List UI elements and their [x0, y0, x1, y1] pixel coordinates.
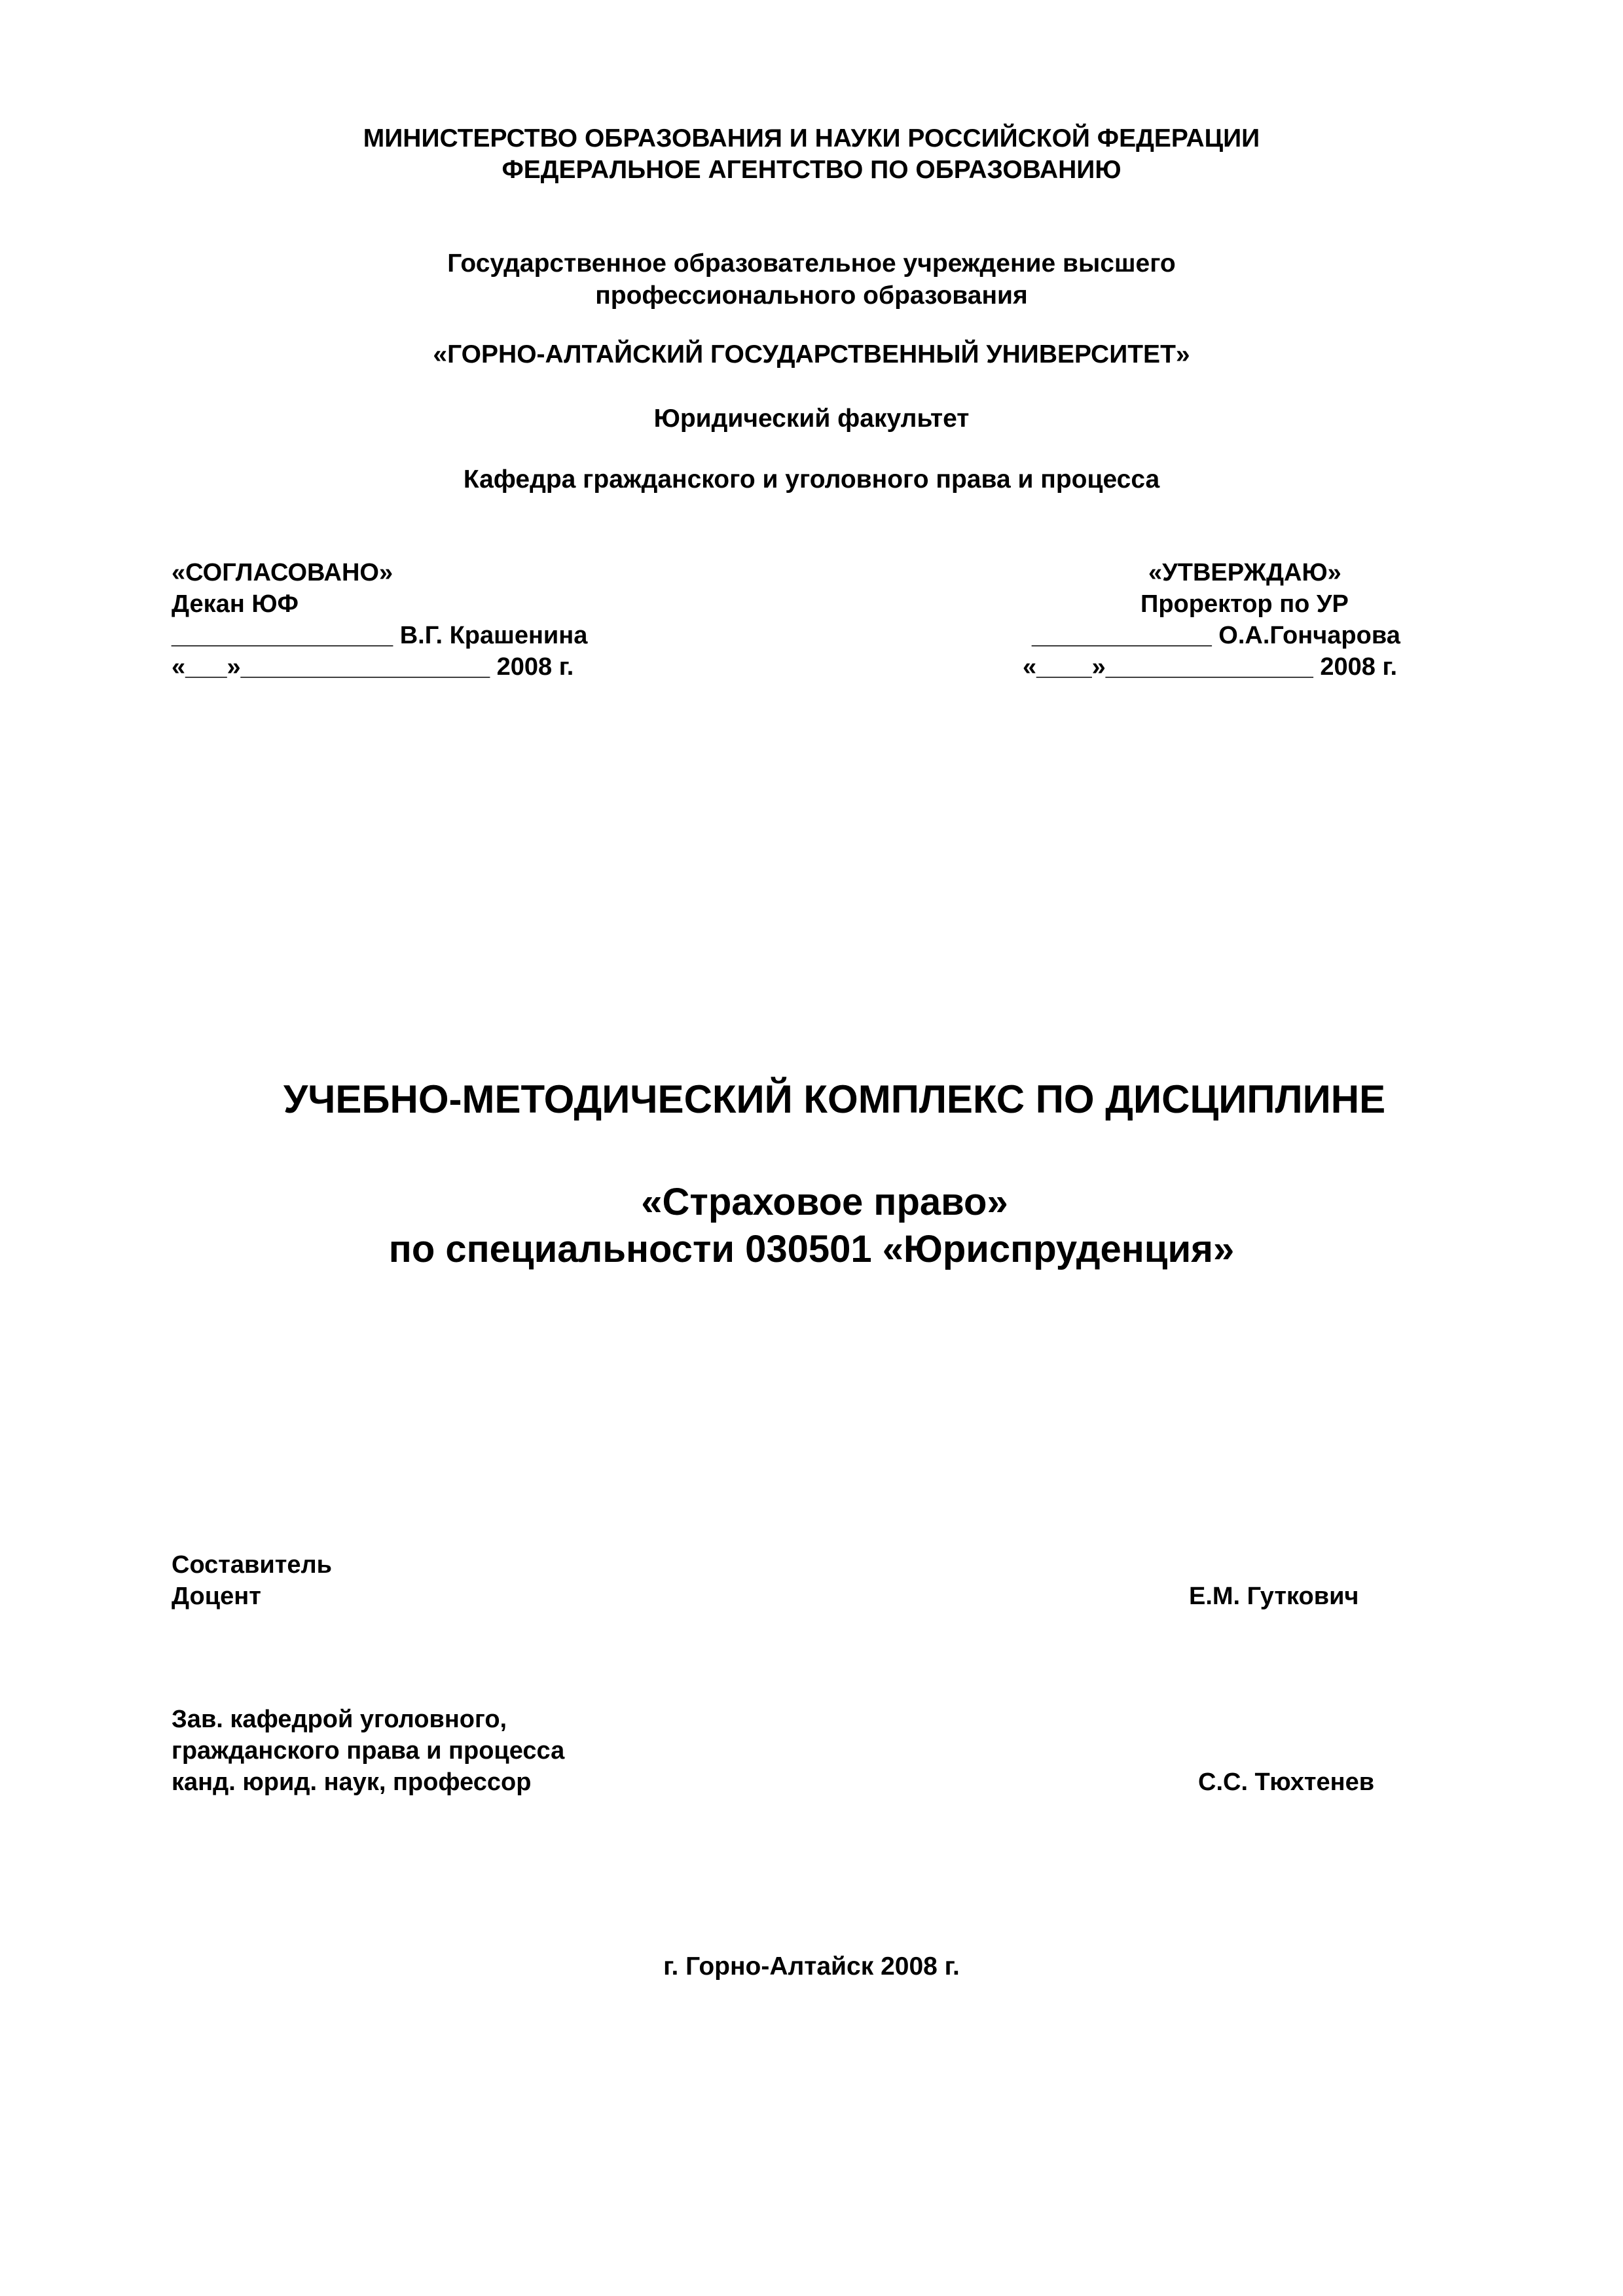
ministry-name: МИНИСТЕРСТВО ОБРАЗОВАНИЯ И НАУКИ РОССИЙСКОЙ ФЕДЕРАЦИИ — [363, 124, 1260, 152]
institution-line-2: профессионального образования — [595, 281, 1028, 310]
approval-left-signature: ________________ В.Г. Крашенина — [172, 622, 588, 649]
approval-right-position: Проректор по УР — [1140, 590, 1349, 618]
institution-line-1: Государственное образовательное учреждение высшего — [447, 249, 1176, 278]
compiler-name: Е.М. Гуткович — [1189, 1583, 1359, 1610]
faculty-name: Юридический факультет — [653, 404, 970, 433]
specialty-name: по специальности 030501 «Юриспруденция» — [388, 1228, 1235, 1270]
document-title: УЧЕБНО-МЕТОДИЧЕСКИЙ КОМПЛЕКС ПО ДИСЦИПЛИНЕ — [283, 1077, 1386, 1121]
approval-left-date: «___»__________________ 2008 г. — [172, 653, 574, 681]
approval-left-heading: «СОГЛАСОВАНО» — [172, 559, 393, 586]
agency-name: ФЕДЕРАЛЬНОЕ АГЕНТСТВО ПО ОБРАЗОВАНИЮ — [501, 156, 1122, 184]
compiler-label: Составитель — [172, 1551, 332, 1579]
department-name: Кафедра гражданского и уголовного права и процесса — [463, 465, 1160, 493]
head-title-line-3: канд. юрид. наук, профессор — [172, 1768, 532, 1796]
head-title-line-2: гражданского права и процесса — [172, 1737, 565, 1765]
head-title-line-1: Зав. кафедрой уголовного, — [172, 1706, 507, 1733]
discipline-name: «Страховое право» — [641, 1181, 1008, 1223]
approval-left-position: Декан ЮФ — [172, 590, 299, 618]
approval-right-signature: _____________ О.А.Гончарова — [1032, 622, 1400, 649]
compiler-position: Доцент — [172, 1583, 261, 1610]
city-year: г. Горно-Алтайск 2008 г. — [663, 1952, 960, 1981]
approval-right-heading: «УТВЕРЖДАЮ» — [1148, 559, 1341, 586]
approval-right-date: «____»_______________ 2008 г. — [1023, 653, 1398, 681]
head-name: С.С. Тюхтенев — [1198, 1768, 1375, 1796]
university-name: «ГОРНО-АЛТАЙСКИЙ ГОСУДАРСТВЕННЫЙ УНИВЕРСИТЕТ» — [433, 340, 1190, 368]
